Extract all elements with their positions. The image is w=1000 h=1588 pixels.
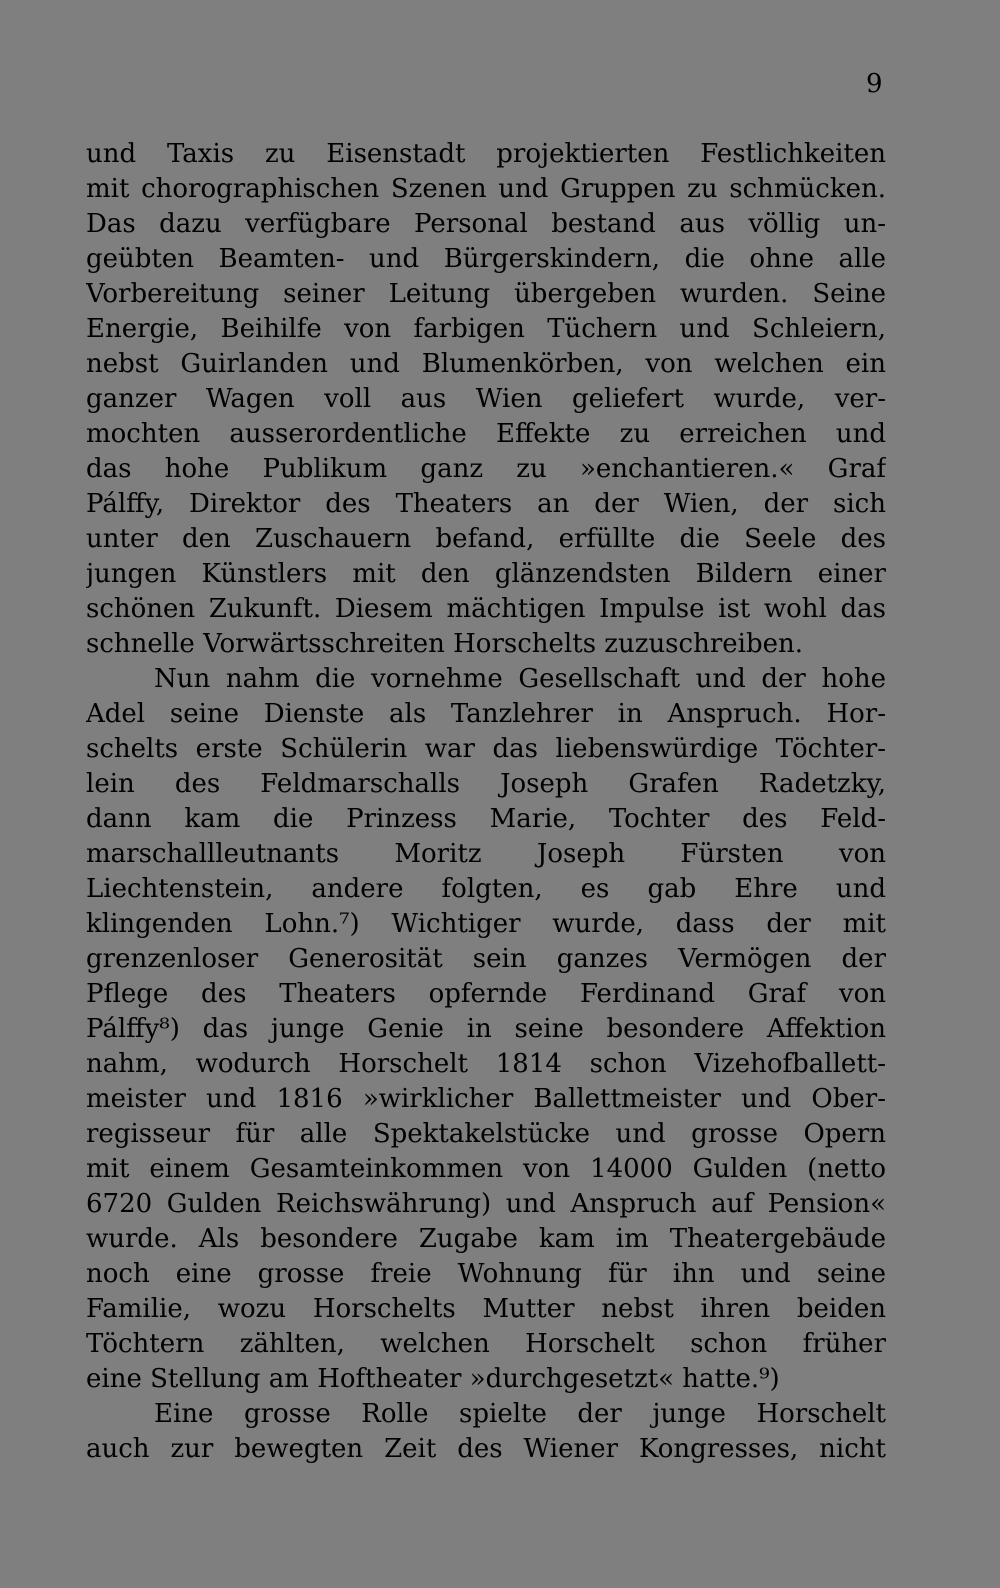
- text-line: unter den Zuschauern befand, erfüllte die Seele des: [86, 524, 886, 554]
- text-line: Adel seine Dienste als Tanzlehrer in Anspruch. Hor-: [86, 699, 886, 729]
- text-line: Energie, Beihilfe von farbigen Tüchern und Schleiern,: [86, 314, 886, 344]
- text-line: Vorbereitung seiner Leitung übergeben wurden. Seine: [86, 279, 886, 309]
- text-line: regisseur für alle Spektakelstücke und grosse Opern: [86, 1119, 886, 1149]
- text-line: mit einem Gesamteinkommen von 14000 Gulden (netto: [86, 1154, 886, 1184]
- text-line: wurde. Als besondere Zugabe kam im Theatergebäude: [86, 1224, 886, 1254]
- text-line: Eine grosse Rolle spielte der junge Horschelt: [154, 1399, 886, 1429]
- text-line: jungen Künstlers mit den glänzendsten Bildern einer: [86, 559, 886, 589]
- text-line: schönen Zukunft. Diesem mächtigen Impulse ist wohl das: [86, 594, 886, 624]
- body-text: [86, 137, 886, 1467]
- text-line: noch eine grosse freie Wohnung für ihn und seine: [86, 1259, 886, 1289]
- text-line: Familie, wozu Horschelts Mutter nebst ihren beiden: [86, 1294, 886, 1324]
- text-line: Pálffy⁸) das junge Genie in seine besondere Affektion: [86, 1014, 886, 1044]
- text-line: lein des Feldmarschalls Joseph Grafen Radetzky,: [86, 769, 886, 799]
- text-line: eine Stellung am Hoftheater »durchgesetzt« hatte.⁹): [86, 1364, 780, 1394]
- text-line: und Taxis zu Eisenstadt projektierten Festlichkeiten: [86, 139, 886, 169]
- text-line: mochten ausserordentliche Effekte zu erreichen und: [86, 419, 886, 449]
- text-line: ganzer Wagen voll aus Wien geliefert wurde, ver-: [86, 384, 886, 414]
- text-line: Pflege des Theaters opfernde Ferdinand Graf von: [86, 979, 886, 1009]
- text-line: das hohe Publikum ganz zu »enchantieren.« Graf: [86, 454, 886, 484]
- text-line: nahm, wodurch Horschelt 1814 schon Vizehofballett-: [86, 1049, 886, 1079]
- text-line: 6720 Gulden Reichswährung) und Anspruch auf Pension«: [86, 1189, 886, 1219]
- text-line: grenzenloser Generosität sein ganzes Vermögen der: [86, 944, 886, 974]
- text-line: dann kam die Prinzess Marie, Tochter des Feld-: [86, 804, 886, 834]
- text-line: Das dazu verfügbare Personal bestand aus völlig un-: [86, 209, 886, 239]
- text-line: marschallleutnants Moritz Joseph Fürsten von: [86, 839, 886, 869]
- text-line: geübten Beamten- und Bürgerskindern, die ohne alle: [86, 244, 886, 274]
- text-line: schnelle Vorwärtsschreiten Horschelts zuzuschreiben.: [86, 629, 804, 659]
- text-line: Liechtenstein, andere folgten, es gab Ehre und: [86, 874, 886, 904]
- text-line: klingenden Lohn.⁷) Wichtiger wurde, dass der mit: [86, 909, 886, 939]
- text-line: schelts erste Schülerin war das liebenswürdige Töchter-: [86, 734, 886, 764]
- text-line: Pálffy, Direktor des Theaters an der Wien, der sich: [86, 489, 886, 519]
- page-number: 9: [866, 69, 883, 99]
- text-line: mit chorographischen Szenen und Gruppen zu schmücken.: [86, 174, 886, 204]
- text-line: Nun nahm die vornehme Gesellschaft und der hohe: [154, 664, 886, 694]
- text-line: auch zur bewegten Zeit des Wiener Kongresses, nicht: [86, 1434, 886, 1464]
- text-line: Töchtern zählten, welchen Horschelt schon früher: [86, 1329, 886, 1359]
- text-line: nebst Guirlanden und Blumenkörben, von welchen ein: [86, 349, 886, 379]
- text-line: meister und 1816 »wirklicher Ballettmeister und Ober-: [86, 1084, 886, 1114]
